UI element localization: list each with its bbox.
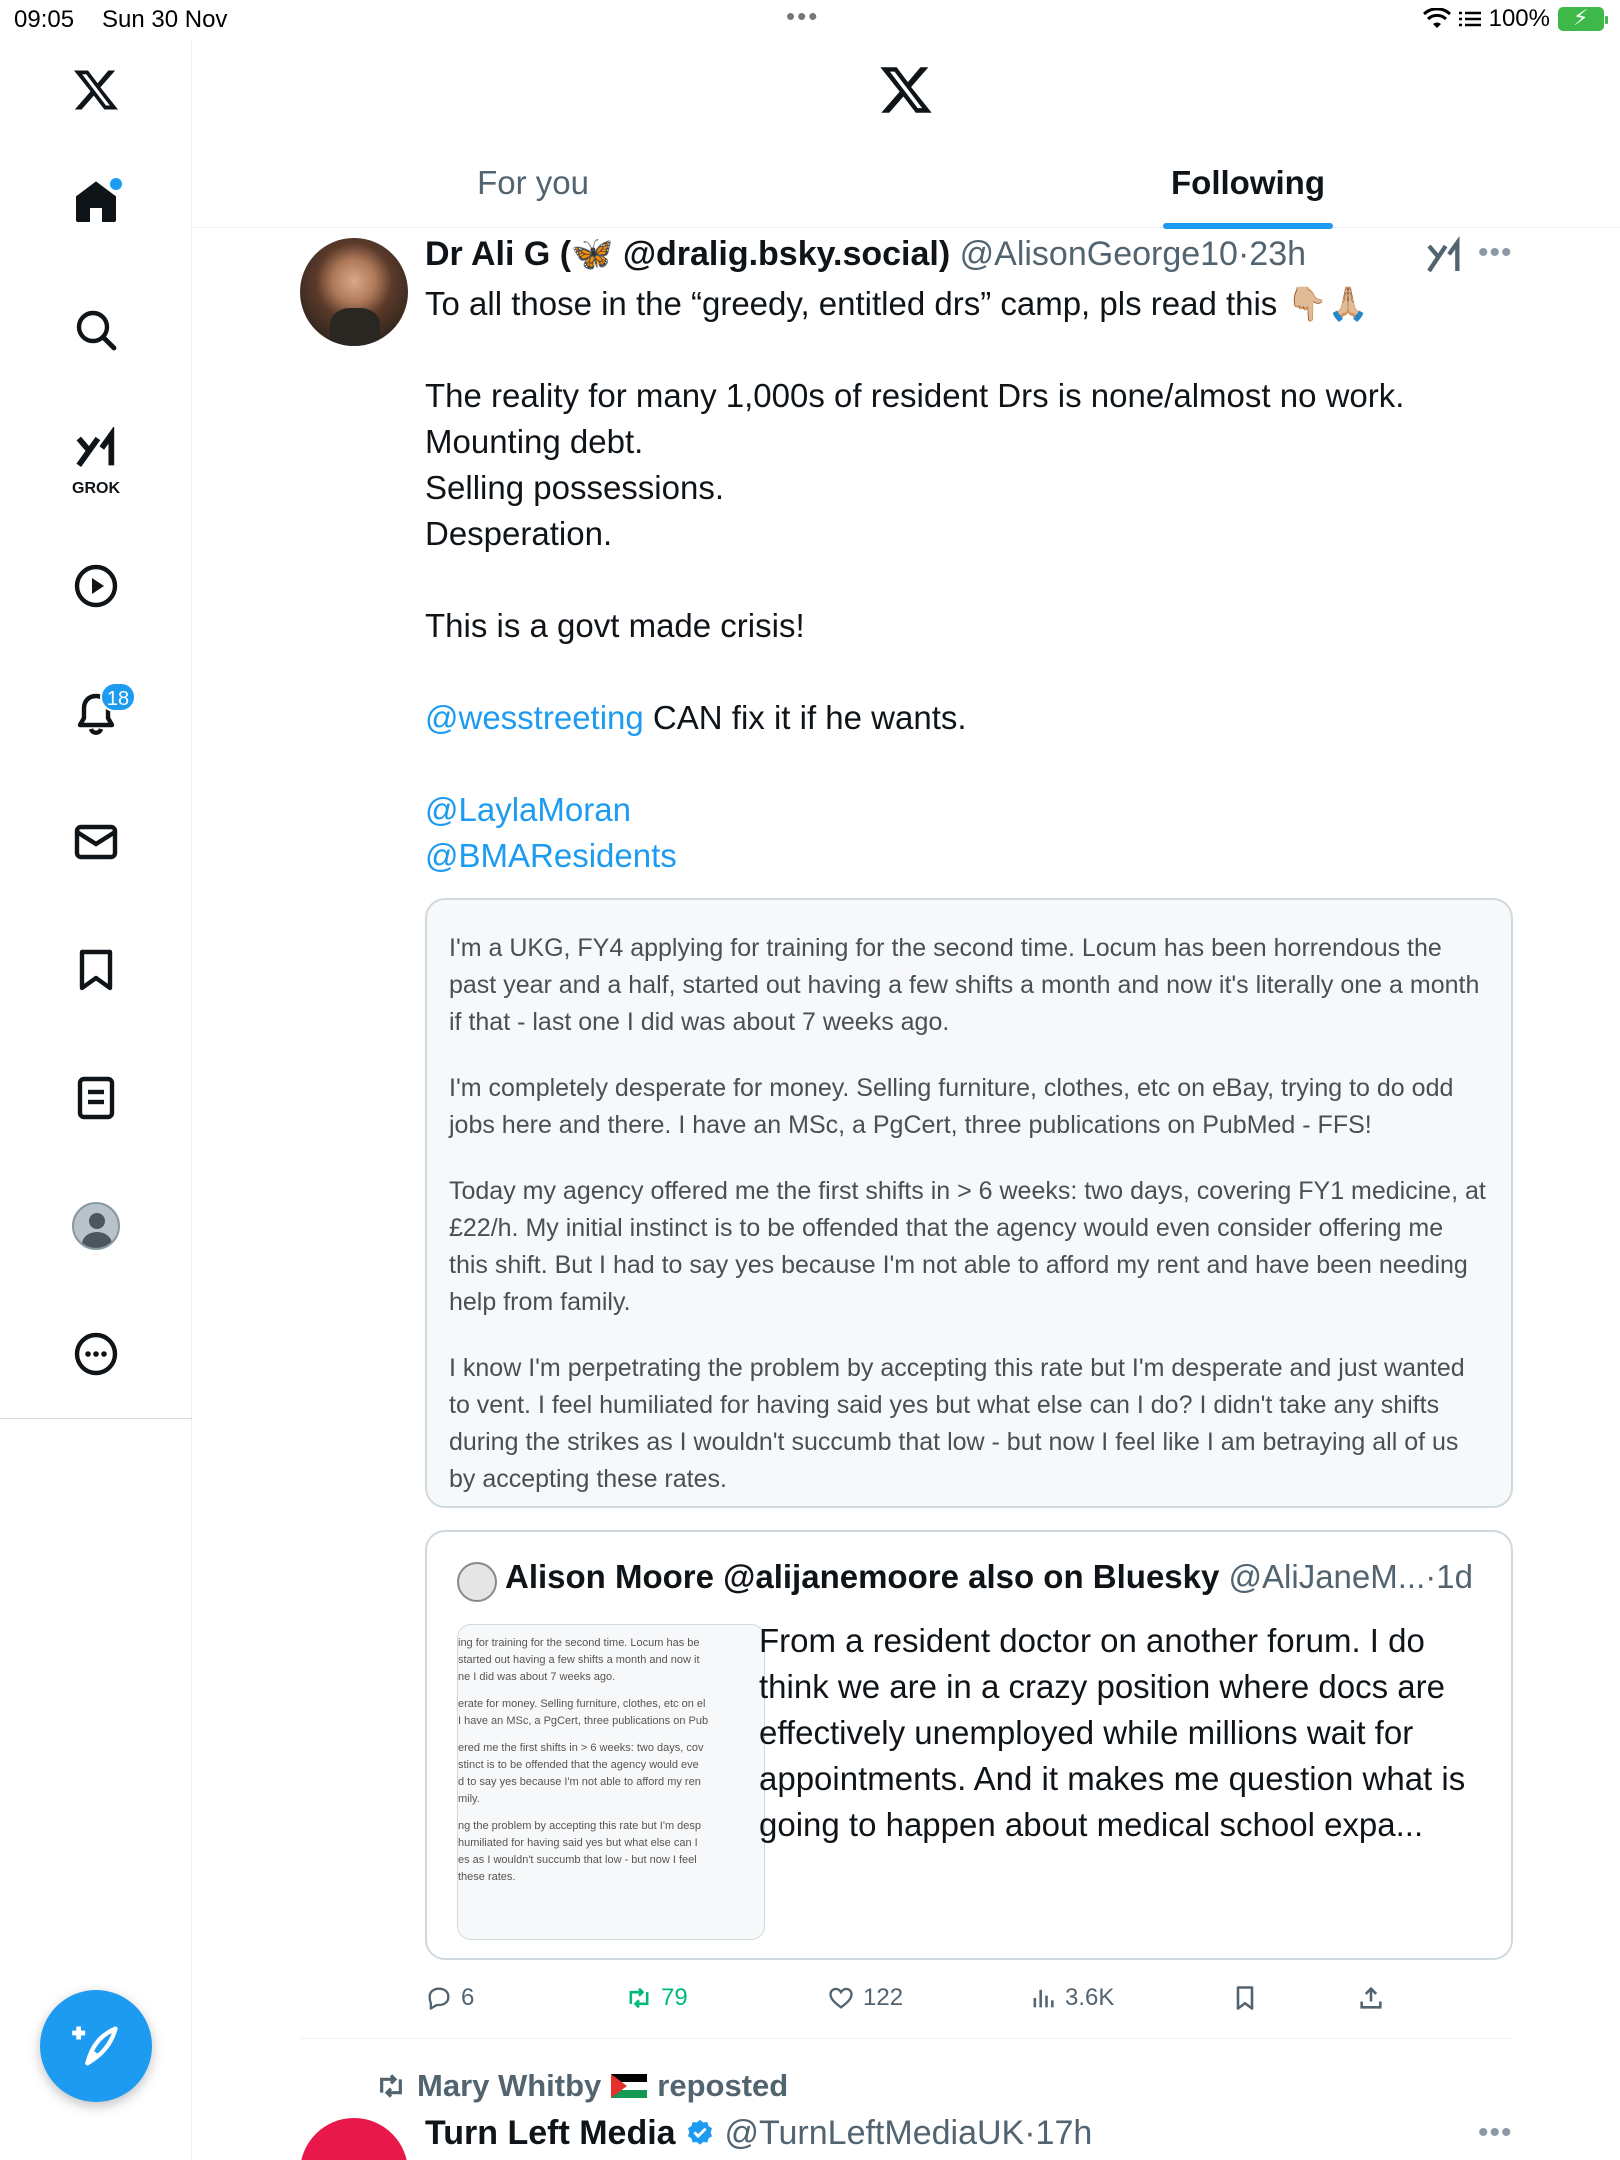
- tweet-text: [425, 281, 1505, 879]
- reply-button[interactable]: [425, 1978, 474, 2018]
- image-paragraph: Today my agency offered me the first shifts in > 6 weeks: two days, covering FY1 medicine, at £22/h. My initial instinct is to be offended that the agency would even consider offering me this shift. But I had to say yes because I'm not able to afford my rent and have been needing help from family.: [449, 1177, 1486, 1316]
- tweet-image[interactable]: [425, 898, 1513, 1508]
- wifi-icon: [1423, 8, 1451, 30]
- active-tab-indicator: [1163, 223, 1333, 229]
- sidebar-item-more[interactable]: [56, 1314, 136, 1394]
- quote-text: From a resident doctor on another forum. I do think we are in a crazy position where docs are effectively unemployed while millions wait for appointments. And it makes me question what is going to happen about medical school expa...: [759, 1622, 1466, 1843]
- reply-count: 6: [461, 1984, 475, 2011]
- tweet-header: Dr Ali G (🦋 @dralig.bsky.social) @AlisonGeorge10·23h: [425, 235, 1307, 273]
- tweet-author-avatar[interactable]: [300, 238, 408, 346]
- tweet-line: Mounting debt.: [425, 423, 644, 460]
- tweet-line: This is a govt made crisis!: [425, 607, 805, 644]
- tweet2-author-name[interactable]: Turn Left Media: [425, 2114, 676, 2152]
- avatar-icon: [72, 1202, 120, 1250]
- tweet-line: @wesstreeting CAN fix it if he wants.: [425, 699, 967, 736]
- tweet2-author-avatar[interactable]: [300, 2118, 408, 2160]
- repost-icon: [375, 2070, 407, 2102]
- reposter-name[interactable]: Mary Whitby: [417, 2068, 602, 2103]
- quote-time: 1d: [1436, 1558, 1473, 1595]
- more-icon: [72, 1330, 120, 1378]
- views-count: 3.6K: [1065, 1984, 1115, 2011]
- tab-following-label: Following: [1171, 164, 1325, 201]
- tweet-actions: [425, 1978, 1425, 2018]
- compose-button[interactable]: [40, 1990, 152, 2102]
- mail-icon: [72, 818, 120, 866]
- tweet-author-handle[interactable]: @AlisonGeorge10: [959, 235, 1238, 273]
- repost-count: 79: [661, 1984, 688, 2011]
- status-right: [1423, 5, 1604, 33]
- tweet2-time[interactable]: 17h: [1035, 2114, 1093, 2152]
- grok-icon: [73, 427, 119, 473]
- compose-feather-icon: [70, 2020, 122, 2072]
- sidebar-item-bookmarks[interactable]: [56, 930, 136, 1010]
- search-icon: [72, 306, 120, 354]
- header-x-logo-icon[interactable]: [878, 62, 934, 118]
- quoted-tweet[interactable]: [425, 1530, 1513, 1960]
- sidebar-divider: [0, 1418, 192, 1419]
- mention-link[interactable]: @LaylaMoran: [425, 791, 631, 828]
- quote-thumbnail: ing for training for the second time. Locum has be started out having a few shifts a month and now it ne I did was about 7 weeks ago. erate for money. Selling furniture, clothes, etc on el I have an MSc, a PgCert, three publications on Pub ered me the first shifts in > 6 weeks: two days, cov stinct is to be offended that the agency would eve d to say yes because I'm not able to afford my ren mily. ng the problem by accepting this rate but I'm desp humiliated for having said yes but what else can I es as I wouldn't succumb that low - but now I feel these rates.: [457, 1624, 765, 1940]
- sidebar-item-home[interactable]: [56, 162, 136, 242]
- repost-icon: [625, 1984, 653, 2012]
- tweet2-header: Turn Left Media @TurnLeftMediaUK·17h: [425, 2114, 1093, 2152]
- sidebar-item-grok[interactable]: [56, 418, 136, 498]
- battery-percent: 100%: [1488, 5, 1550, 32]
- quote-author-avatar: [457, 1562, 497, 1602]
- like-button[interactable]: [827, 1978, 903, 2018]
- palestine-flag-icon: [611, 2074, 647, 2098]
- quote-header: Alison Moore @alijanemoore also on Bluesky @AliJaneM...·1d: [505, 1558, 1473, 1595]
- tweet-line: Desperation.: [425, 515, 613, 552]
- tweet-line: To all those in the “greedy, entitled drs” camp, pls read this 👇🏼🙏🏼: [425, 285, 1369, 322]
- x-logo-icon[interactable]: [56, 50, 136, 130]
- repost-button[interactable]: [625, 1978, 688, 2018]
- bookmark-icon: [72, 946, 120, 994]
- views-button[interactable]: [1029, 1978, 1114, 2018]
- tweet-line: The reality for many 1,000s of resident Drs is none/almost no work.: [425, 377, 1405, 414]
- tab-for-you[interactable]: For you: [477, 164, 589, 201]
- sidebar-item-messages[interactable]: [56, 802, 136, 882]
- tweet-separator: [300, 2038, 1513, 2039]
- notification-badge: 18: [100, 682, 136, 712]
- like-count: 122: [863, 1984, 904, 2011]
- grok-label: GROK: [72, 480, 120, 497]
- repost-banner: [375, 2068, 788, 2104]
- multitask-dots-icon[interactable]: •••: [786, 1, 820, 31]
- reposted-label: reposted: [657, 2068, 789, 2103]
- status-time: 09:05: [14, 6, 75, 33]
- timeline-tabs: [193, 150, 1620, 228]
- tweet-author-name[interactable]: Dr Ali G (🦋 @dralig.bsky.social): [425, 235, 951, 273]
- status-date: Sun 30 Nov: [102, 6, 228, 33]
- tweet-time[interactable]: 23h: [1249, 235, 1307, 273]
- tab-following[interactable]: [1163, 150, 1333, 228]
- quote-author-name: Alison Moore @alijanemoore also on Bluesky: [505, 1558, 1220, 1595]
- sidebar-item-lists[interactable]: [56, 1058, 136, 1138]
- verified-badge-icon: [685, 2118, 715, 2148]
- play-icon: [72, 562, 120, 610]
- battery-icon: ⚡: [1558, 7, 1604, 31]
- list-icon: [72, 1074, 120, 1122]
- list-status-icon: [1459, 9, 1481, 29]
- views-chart-icon: [1029, 1984, 1057, 2012]
- mention-link[interactable]: @wesstreeting: [425, 699, 644, 736]
- butterfly-icon: 🦋: [571, 235, 614, 273]
- tweet2-author-handle[interactable]: @TurnLeftMediaUK: [724, 2114, 1025, 2152]
- bookmark-icon: [1231, 1984, 1259, 2012]
- home-unread-dot: [110, 178, 122, 190]
- image-paragraph: I know I'm perpetrating the problem by accepting this rate but I'm desperate and just wanted to vent. I feel humiliated for having said yes but what else can I do? I didn't take any shifts during the strikes as I wouldn't succumb that low - but now I feel like I am betraying all of us by accepting these rates.: [449, 1354, 1465, 1493]
- reply-icon: [425, 1984, 453, 2012]
- bookmark-button[interactable]: [1231, 1978, 1259, 2018]
- share-button[interactable]: [1357, 1978, 1385, 2018]
- tweet-line: Selling possessions.: [425, 469, 724, 506]
- tweet-more-options-icon[interactable]: •••: [1478, 236, 1513, 269]
- sidebar: [0, 40, 192, 2160]
- image-paragraph: I'm a UKG, FY4 applying for training for the second time. Locum has been horrendous the past year and a half, started out having a few shifts a month and now it's literally one a month if that - last one I did was about 7 weeks ago.: [449, 934, 1480, 1036]
- sidebar-item-videos[interactable]: [56, 546, 136, 626]
- tweet2-more-options-icon[interactable]: •••: [1478, 2116, 1513, 2149]
- sidebar-item-notifications[interactable]: [56, 674, 136, 754]
- sidebar-item-profile[interactable]: [56, 1186, 136, 1266]
- heart-icon: [827, 1984, 855, 2012]
- status-bar: [0, 0, 1620, 40]
- image-paragraph: I'm completely desperate for money. Selling furniture, clothes, etc on eBay, trying to do odd jobs here and there. I have an MSc, a PgCert, three publications on PubMed - FFS!: [449, 1074, 1454, 1139]
- share-icon: [1357, 1984, 1385, 2012]
- mention-link[interactable]: @BMAResidents: [425, 837, 677, 874]
- quote-author-handle: @AliJaneM...: [1228, 1558, 1426, 1595]
- grok-explain-icon[interactable]: [1424, 236, 1464, 276]
- sidebar-item-explore[interactable]: [56, 290, 136, 370]
